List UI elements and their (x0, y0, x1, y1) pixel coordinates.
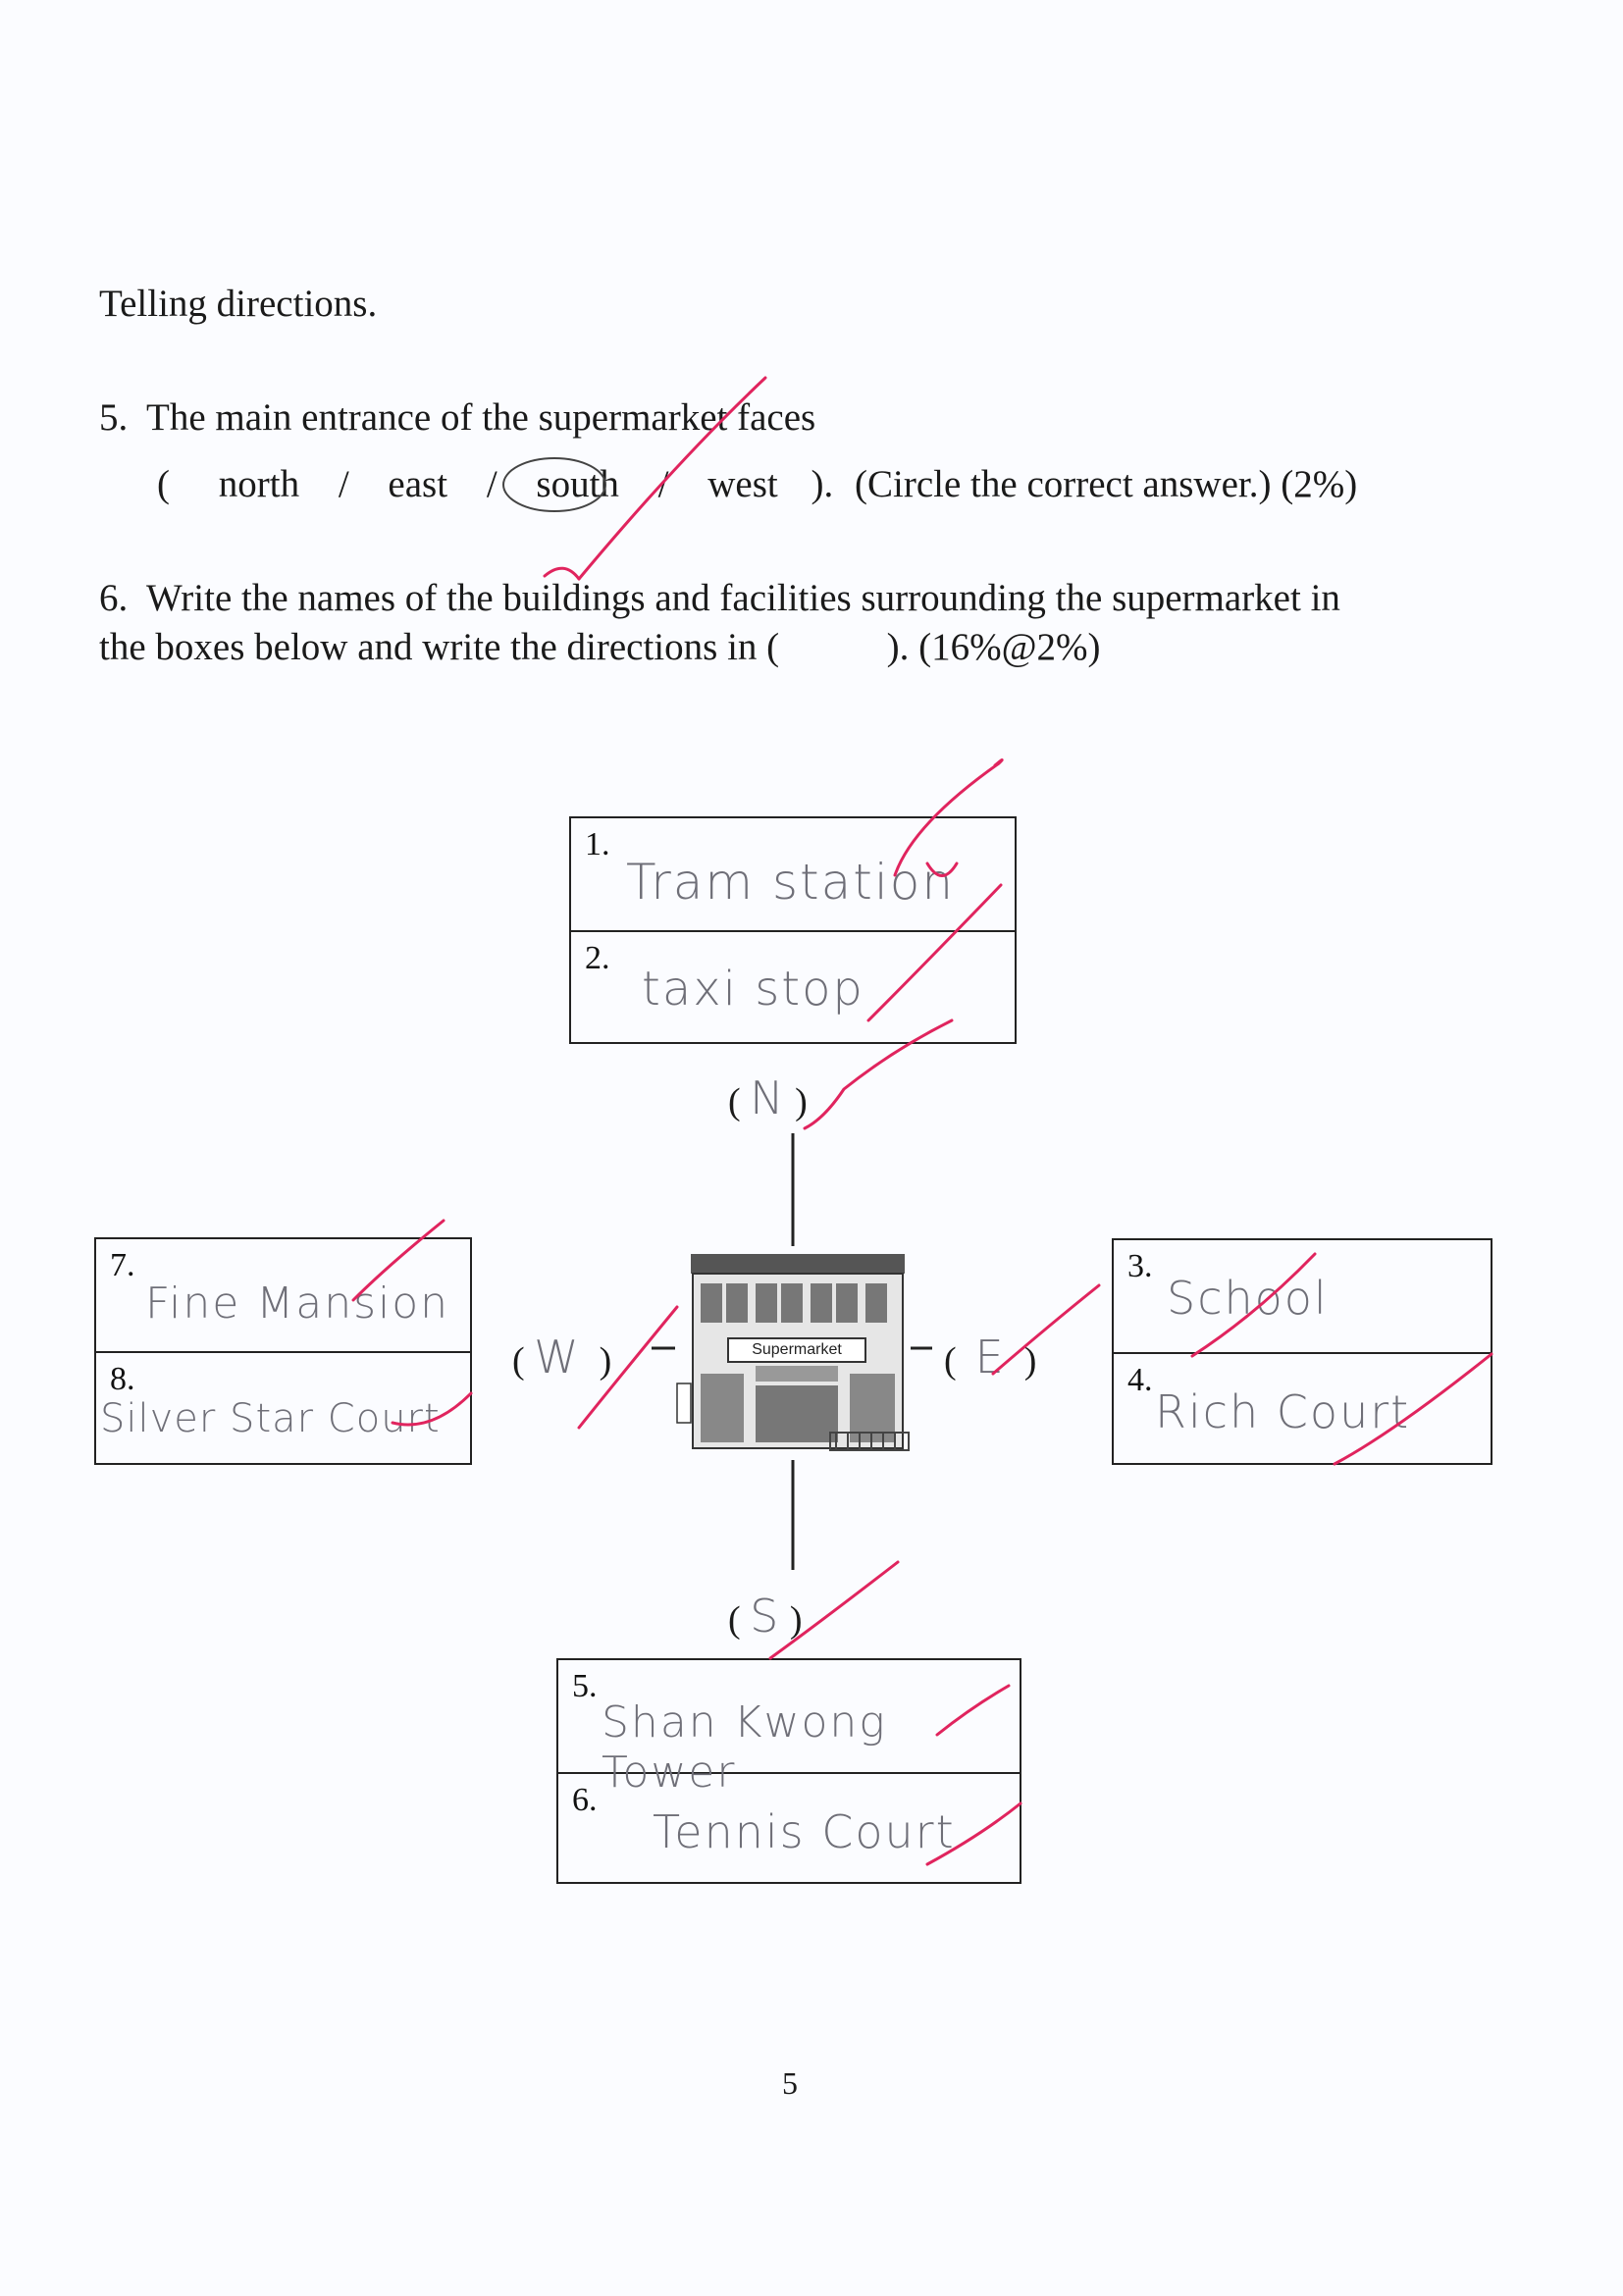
page-number: 5 (782, 2065, 798, 2101)
q5-option-north[interactable]: north (218, 463, 300, 505)
q6-text-1: Write the names of the buildings and facilities surrounding the supermarket in (146, 577, 1340, 619)
east-direction-input[interactable]: E (974, 1331, 1006, 1383)
answer-2-input[interactable]: taxi stop (642, 962, 864, 1017)
answer-number: 4. (1127, 1362, 1153, 1398)
answer-7-input[interactable]: Fine Mansion (145, 1278, 450, 1329)
north-direction: ( N ) (728, 1071, 808, 1124)
answer-number: 6. (572, 1782, 598, 1818)
q5-text: The main entrance of the supermarket faces (146, 396, 816, 439)
answer-number: 5. (572, 1668, 598, 1704)
east-direction: ( E ) (944, 1331, 1037, 1383)
q5-option-west[interactable]: west (707, 463, 778, 505)
q5-option-east[interactable]: east (388, 463, 448, 505)
q5-option-south[interactable]: south (536, 463, 619, 505)
q6-text-2a: the boxes below and write the directions in ( (99, 626, 780, 668)
answer-6-input[interactable]: Tennis Court (653, 1805, 956, 1858)
south-direction: ( S ) (728, 1590, 803, 1643)
q5-separator: / (657, 463, 669, 505)
answer-3-input[interactable]: School (1167, 1272, 1329, 1325)
north-direction-input[interactable]: N (750, 1071, 786, 1124)
answer-1-input[interactable]: Tram station (626, 854, 956, 911)
q5-open-paren: ( (157, 463, 170, 505)
answer-number: 8. (110, 1361, 135, 1397)
answer-8-input[interactable]: Silver Star Court (100, 1396, 441, 1441)
answer-number: 7. (110, 1247, 135, 1283)
west-direction-input[interactable]: W (534, 1331, 581, 1383)
q5-instruction: (Circle the correct answer.) (2%) (855, 463, 1358, 505)
west-direction: ( W ) (512, 1331, 612, 1383)
q5-close-paren: ). (811, 463, 834, 505)
answer-4-input[interactable]: Rich Court (1155, 1385, 1411, 1438)
section-title: Telling directions. (99, 283, 378, 325)
answer-number: 3. (1127, 1248, 1153, 1284)
south-direction-input[interactable]: S (750, 1590, 781, 1643)
q5-separator: / (486, 463, 497, 505)
answer-5-input[interactable]: Shan Kwong Tower (602, 1697, 887, 1798)
q6-text-2b: ). (16%@2%) (886, 626, 1101, 668)
q5-number: 5. (99, 396, 129, 439)
supermarket-sign: Supermarket (752, 1341, 842, 1358)
q5-separator: / (338, 463, 349, 505)
answer-number: 2. (585, 940, 610, 976)
answer-number: 1. (585, 826, 610, 862)
q6-number: 6. (99, 577, 129, 619)
